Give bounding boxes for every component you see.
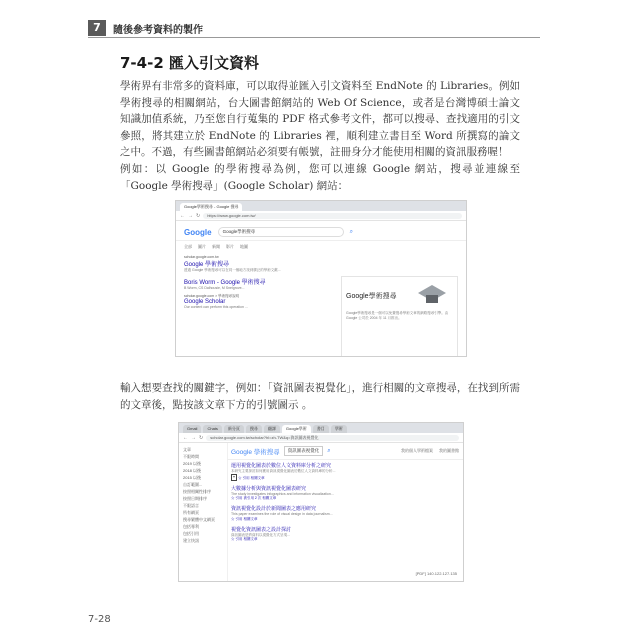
result-snippet: Our content can perform this operation ... — [184, 305, 248, 309]
result-action-links[interactable]: ☆ 引用 相關文章 — [231, 516, 258, 521]
result-action-links[interactable]: ☆ 引用 相關文章 — [238, 475, 265, 480]
tab-news[interactable]: 新聞 — [212, 244, 220, 249]
tab-all[interactable]: 全部 — [184, 244, 192, 249]
sidebar-item[interactable]: 2018 以後 — [183, 468, 202, 473]
scholar-cap-icon — [417, 283, 447, 305]
sidebar-item[interactable]: 不限時間 — [183, 454, 199, 459]
scholar-result — [227, 483, 463, 504]
result-snippet: 透過 Google 學術搜尋可以在同一個地方找到廣泛的學術文獻... — [184, 268, 281, 272]
browser-address-bar — [179, 433, 463, 443]
google-results-page — [176, 221, 466, 356]
search-icon[interactable]: ⌕ — [349, 228, 353, 235]
browser-tab-bar — [176, 201, 466, 211]
result-snippet: 本研究主要探討如何應用資訊視覺化圖表於數位人文資料庫的分析... — [231, 469, 336, 473]
reload-icon[interactable]: ↻ — [199, 434, 204, 441]
sidebar-item[interactable]: 2019 以後 — [183, 461, 202, 466]
result-title[interactable]: Boris Worm - Google 學術搜尋 — [184, 279, 266, 286]
search-tabs — [176, 241, 466, 253]
knowledge-panel — [341, 276, 458, 357]
sidebar-item[interactable]: 自訂範圍... — [183, 482, 203, 487]
tab-videos[interactable]: 影片 — [226, 244, 234, 249]
scholar-result — [227, 460, 463, 483]
result-title[interactable]: 運用視覺化圖表於數位人文資料庫分析之研究 — [231, 463, 332, 469]
browser-tab[interactable]: 書目 — [313, 425, 329, 433]
result-links — [231, 474, 459, 481]
result-title[interactable]: Google 學術搜尋 — [184, 262, 230, 268]
browser-tab[interactable]: Chats — [203, 425, 221, 433]
google-search-row — [176, 221, 466, 241]
cite-quote-icon[interactable]: ❞ — [233, 474, 236, 480]
result-title[interactable]: 大數據分析與資訊視覺化圖表研究 — [231, 485, 307, 492]
google-logo[interactable]: Google — [184, 227, 212, 237]
result-snippet: The study investigates infographics and information visualization... — [231, 491, 334, 496]
result-url: scholar.google.com.tw — [184, 255, 219, 259]
paragraph-instruction: 輸入想要查找的關鍵字，例如：「資訊圖表視覺化」，進行相關的文章搜尋，在找到所需的文章後，點按該文章下方的引號圖示 。 — [120, 382, 520, 411]
browser-tab-active[interactable]: Google學術 — [282, 425, 311, 433]
search-input[interactable]: 資訊圖表視覺化 — [284, 446, 324, 456]
result-snippet: This paper examines the role of visual design in data journalism... — [231, 512, 333, 516]
sidebar-item[interactable]: 不限語言 — [183, 503, 199, 508]
url-field[interactable]: scholar.google.com.tw/scholar?hl=zh-TW&q=資訊圖表視覺化 — [206, 435, 459, 441]
result-snippet: B Worm, CS Dalhousie, M Snelgrove... — [184, 285, 245, 290]
page-number: 7-28 — [88, 614, 111, 625]
header-rule — [88, 37, 540, 38]
my-profile-link[interactable]: 我的個人學術檔案 — [401, 448, 433, 453]
section-heading: 7-4-2 匯入引文資料 — [120, 54, 259, 72]
result-action-links[interactable]: ☆ 引用 被引用 2 次 相關文章 — [231, 496, 277, 500]
result-url: scholar.google.com > 學術搜尋說明 — [184, 294, 240, 298]
scholar-result — [227, 503, 463, 524]
knowledge-panel-text: Google學術搜尋是一個可以免費搜尋學術文章的網路搜尋引擎。由 Google 公司於 2004 年 11 月推出。 — [346, 311, 449, 320]
result-title[interactable]: Google Scholar — [184, 299, 226, 305]
scholar-main — [227, 443, 463, 581]
chapter-title: 隨後參考資料的製作 — [113, 25, 203, 36]
result-title[interactable]: 資訊視覺化設計於新聞圖表之應用研究 — [231, 506, 317, 512]
tab-maps[interactable]: 地圖 — [240, 244, 248, 249]
pdf-source-link[interactable]: [PDF] 140.122.127.135 — [415, 571, 457, 576]
result-action-links[interactable]: ☆ 引用 相關文章 — [231, 537, 258, 541]
scholar-logo[interactable]: Google 學術搜尋 — [231, 448, 280, 456]
forward-icon[interactable]: → — [188, 212, 193, 219]
forward-icon[interactable]: → — [191, 434, 196, 441]
browser-tab[interactable]: 新分頁 — [224, 425, 244, 433]
browser-tab[interactable]: 搜尋 — [246, 425, 262, 433]
sidebar-item[interactable]: 按照相關性排序 — [183, 489, 211, 494]
sidebar-item[interactable]: 包括引用 — [183, 531, 199, 536]
browser-tab-bar — [179, 423, 463, 433]
knowledge-panel-title: Google學術搜尋 — [346, 293, 397, 300]
google-search-screenshot — [175, 200, 467, 357]
reload-icon[interactable]: ↻ — [196, 212, 201, 219]
browser-address-bar — [176, 211, 466, 221]
sidebar-item[interactable]: 所有網頁 — [183, 510, 199, 515]
result-snippet: 資訊圖表是將資料以視覺化方式呈現... — [231, 532, 290, 537]
scholar-top-links — [401, 448, 459, 454]
browser-tab[interactable]: Gmail — [183, 425, 201, 433]
chapter-number-badge: 7 — [88, 20, 106, 36]
sidebar-item[interactable]: 2015 以後 — [183, 475, 202, 480]
search-result — [176, 253, 466, 275]
paragraph-example: 例如：以 Google 的學術搜尋為例，您可以連線 Google 網站，搜尋並連線至「Google 學術搜尋」(Google Scholar) 網站： — [120, 163, 520, 192]
search-icon[interactable]: ⌕ — [327, 447, 331, 454]
scholar-results-page — [179, 443, 463, 581]
my-library-link[interactable]: 我的圖書館 — [439, 448, 459, 453]
sidebar-item[interactable]: 文章 — [183, 447, 191, 452]
paragraph-intro: 學術界有非常多的資料庫，可以取得並匯入引文資料至 EndNote 的 Libraries。例如學術搜尋的相關網站，台大圖書館網站的 Web Of Science，或者是台灣博碩士論文知識加值系統，乃至您自行蒐集的 PDF 格式參考文件，都可以搜尋、查找適用的引文參照，將其建立於 EndNote 的 Libraries 裡，順利建立書目至 Word 所撰寫的論文之中。不過，有些圖書館網站必須要有帳號，註冊身分才能使用相關的資訊服務喔！ — [120, 80, 520, 158]
sidebar-item[interactable]: 搜尋繁體中文網頁 — [183, 517, 215, 522]
back-icon[interactable]: ← — [180, 212, 185, 219]
scholar-search-row — [227, 443, 463, 460]
scholar-result — [227, 524, 463, 545]
scholar-sidebar — [179, 443, 228, 581]
sidebar-item[interactable]: 包括專利 — [183, 524, 199, 529]
search-input[interactable]: Google學術搜尋 — [218, 227, 344, 237]
back-icon[interactable]: ← — [183, 434, 188, 441]
sidebar-item[interactable]: 建立快訊 — [183, 538, 199, 543]
url-field[interactable]: https://www.google.com.tw/ — [203, 213, 462, 219]
tab-images[interactable]: 圖片 — [198, 244, 206, 249]
browser-tab[interactable]: 翻譯 — [264, 425, 280, 433]
sidebar-item[interactable]: 按照日期排序 — [183, 496, 207, 501]
browser-tab[interactable]: Google學術搜尋 - Google 搜尋 — [180, 203, 242, 211]
browser-tab[interactable]: 學術 — [331, 425, 347, 433]
result-title[interactable]: 視覺化資訊圖表之設計探討 — [231, 526, 292, 533]
google-scholar-screenshot — [178, 422, 464, 582]
